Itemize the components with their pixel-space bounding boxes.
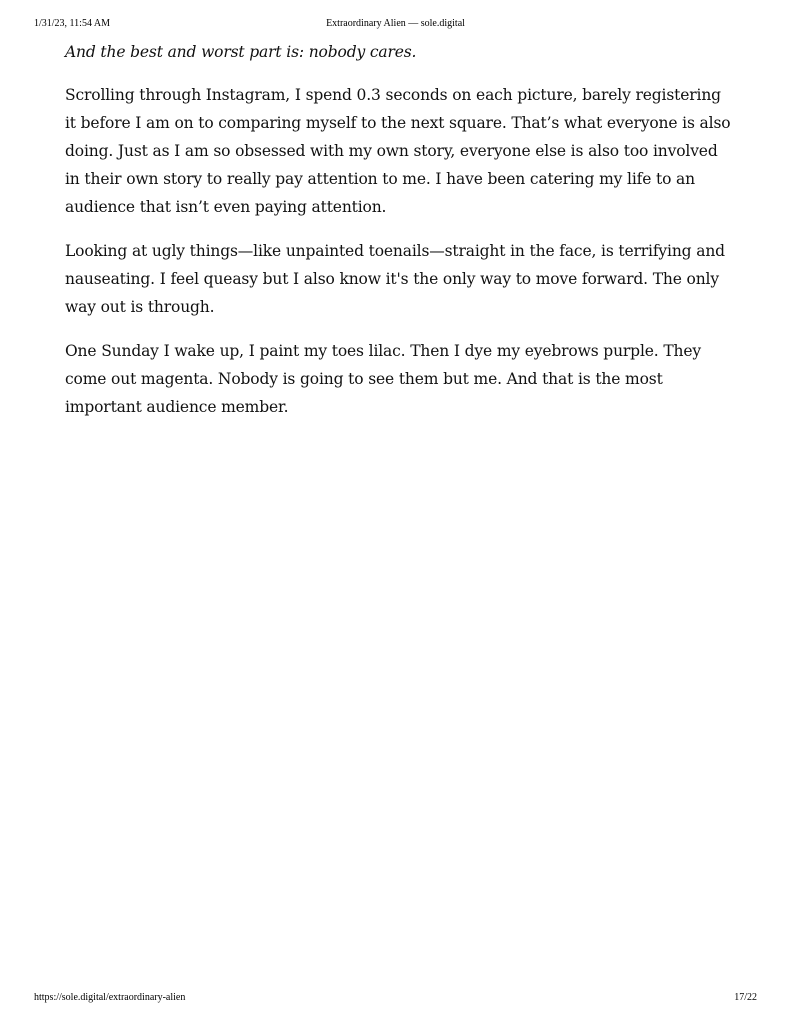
article-paragraph-lead: And the best and worst part is: nobody cares. xyxy=(65,43,417,61)
article-body xyxy=(65,38,735,437)
article-paragraph: One Sunday I wake up, I paint my toes lilac. Then I dye my eyebrows purple. They come out magenta. Nobody is going to see them but me. And that is the most important audience member. xyxy=(65,342,701,416)
article-paragraph: Looking at ugly things—like unpainted toenails—straight in the face, is terrifying and nauseating. I feel queasy but I also know it's the only way to move forward. The only way out is through. xyxy=(65,242,725,316)
print-datetime: 1/31/23, 11:54 AM xyxy=(34,18,111,29)
print-page-number: 17/22 xyxy=(734,992,757,1003)
article-paragraph: Scrolling through Instagram, I spend 0.3 seconds on each picture, barely registering it before I am on to comparing myself to the next square. That’s what everyone is also doing. Just as I am so obsessed with my own story, everyone else is also too involved in their own story to really pay attention to me. I have been catering my life to an audience that isn’t even paying attention. xyxy=(65,86,731,216)
print-header xyxy=(0,18,791,32)
print-url: https://sole.digital/extraordinary-alien xyxy=(34,992,186,1003)
print-page-title: Extraordinary Alien — sole.digital xyxy=(326,18,465,29)
print-footer xyxy=(0,992,791,1006)
